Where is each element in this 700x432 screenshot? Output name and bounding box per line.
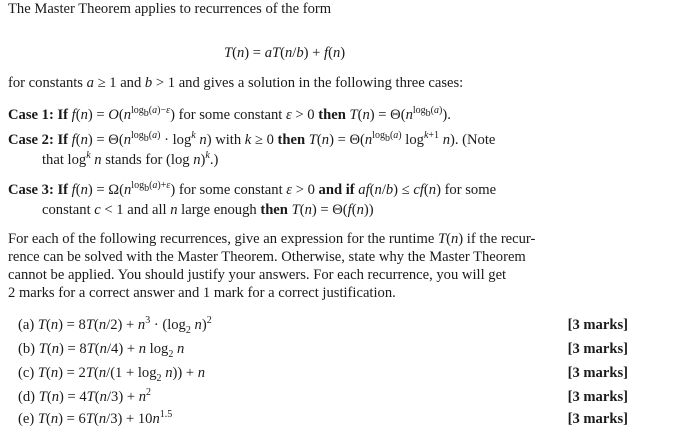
question-a: (a) $T(n) = 8T(n/2) + n^3 \cdot (\log_2$ n)$^2$ (18, 315, 212, 336)
question-c-marks: [3 marks] (567, 365, 628, 381)
instructions-line-3: cannot be applied. You should justify your answers. For each recurrence, you will get (8, 267, 507, 283)
master-equation: T(n) = aT(n/b) + f(n) (224, 45, 346, 61)
question-d-label: (d) (18, 389, 36, 405)
instructions-line-2: rence can be solved with the Master Theorem. Otherwise, state why the Master Theorem (8, 249, 526, 265)
instructions-line-1: For each of the following recurrences, give an expression for the runtime T(n) if the recur- (8, 231, 536, 247)
case-2: Case 2: If $f(n) = \Theta(n^{log_b(a)} \cdot \log^k n)$ with k ≥ 0 then $T(n) = \Theta(n^{log_b(a)}$ $\log^{k+1} n$). (Note (8, 130, 496, 148)
question-b-marks: [3 marks] (567, 341, 628, 357)
question-b-label: (b) (18, 341, 36, 357)
question-e: (e) $T(n) = 6T(n/3) + 10n^{1.5}$ (18, 409, 173, 427)
case-1: Case 1: If $f(n) = O(n^{log_b(a)-\varepsilon})$ for some constant ε > 0 then $T(n) = \Theta(n^{log_b(a)})$. (8, 105, 451, 123)
question-a-label: (a) (18, 317, 35, 333)
question-c: (c) $T(n) = 2T(n/(1 + \log_2 n)) + n$ (18, 365, 206, 384)
question-e-label: (e) (18, 411, 35, 427)
question-e-marks: [3 marks] (567, 411, 628, 427)
case-3-label: Case 3: (8, 182, 54, 198)
question-a-marks: [3 marks] (567, 317, 628, 333)
question-d-marks: [3 marks] (567, 389, 628, 405)
case-2-label: Case 2: (8, 132, 54, 148)
constants-line: for constants a ≥ 1 and b > 1 and gives a solution in the following three cases: (8, 75, 464, 91)
case-2-note: that $\log^k n$ stands for (log n)$^k$.) (42, 150, 219, 168)
intro-line: The Master Theorem applies to recurrences of the form (8, 1, 332, 17)
question-b: (b) T(n) = 8T(n/4) + n $\log_2 n$ (18, 341, 185, 360)
case-3-cont: constant c < 1 and all n large enough then T(n) = Θ(f(n)) (42, 202, 374, 218)
case-3: Case 3: If $f(n) = \Omega(n^{log_b(a)+\varepsilon})$ for some constant ε > 0 and if af(n/b) ≤ cf(n) for some (8, 180, 497, 198)
case-1-label: Case 1: (8, 107, 54, 123)
instructions-line-4: 2 marks for a correct answer and 1 mark for a correct justification. (8, 285, 396, 301)
question-c-label: (c) (18, 365, 35, 381)
question-d: (d) $T(n) = 4T(n/3) + n^2$ (18, 387, 152, 405)
